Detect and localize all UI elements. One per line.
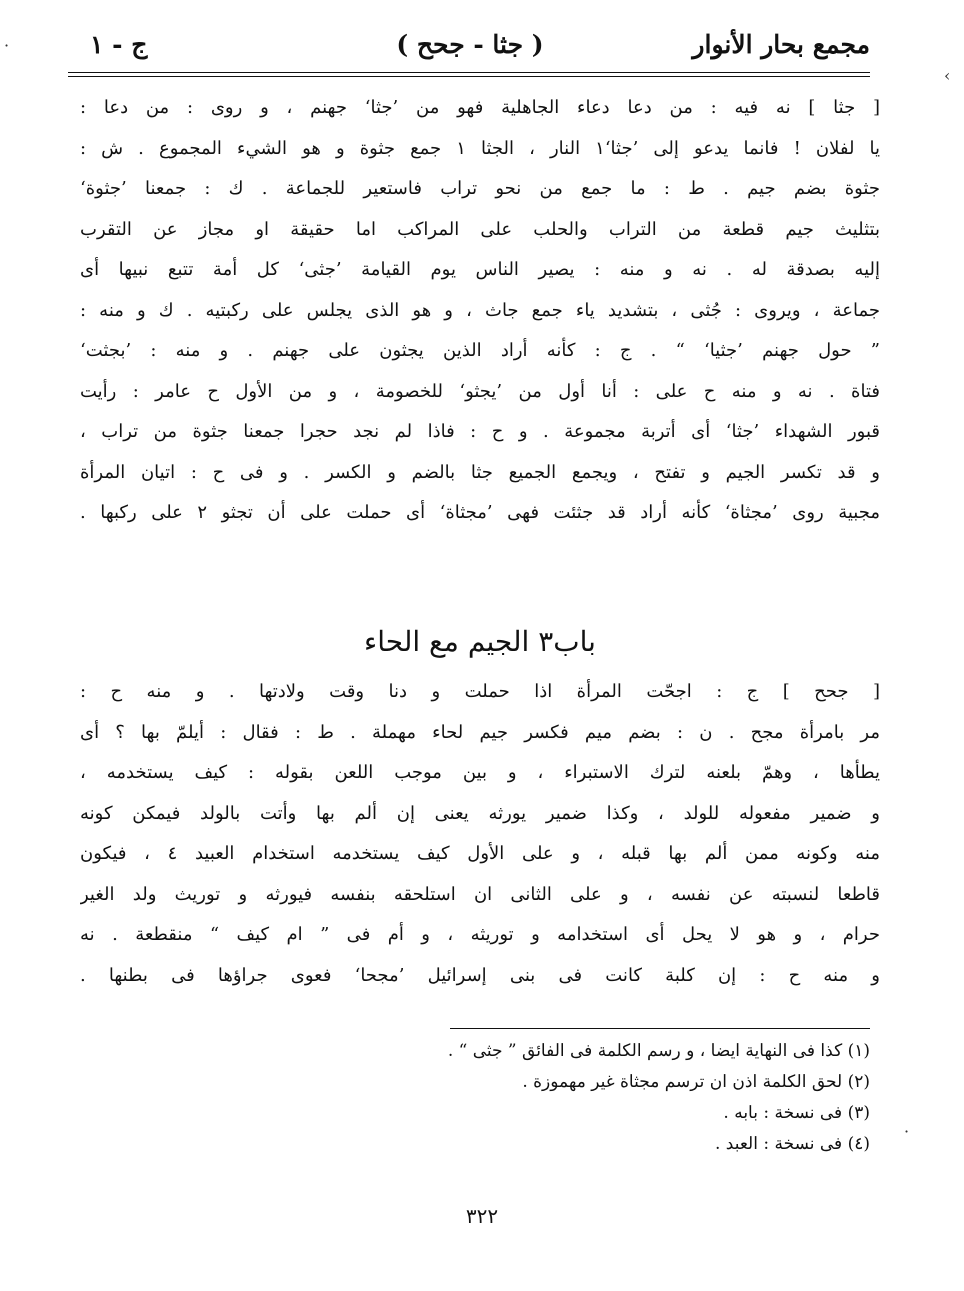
entry-jatha	[80, 88, 880, 534]
running-header	[70, 30, 870, 70]
section-heading: باب٣ الجيم مع الحاء	[364, 625, 596, 658]
text-line: يطأها ، وهمّ بلعنه لترك الاستبراء ، و بين موجب اللعن بقوله : كيف يستخدمه ،	[80, 762, 880, 783]
header-double-rule	[68, 72, 870, 77]
text-line: مر بامرأة مجح . ن : بضم ميم فكسر جيم لحاء مهملة . ط : فقال : أيلمّ بها ؟ أى	[80, 721, 880, 743]
text-line: فتاة . نه و منه ح على : أنا أول من ’يجثو‘ للخصومة ، و من الأول ح عامر : رأيت	[80, 380, 880, 402]
text-line: منه وكونه ممن ألم بها قبله ، و على الأول كيف يستخدمه استخدام العبيد ٤ ، فيكون	[80, 843, 880, 864]
text-line: قبور الشهداء ’جثا‘ أى أتربة مجموعة . و ح : فاذا لم نجد حجرا جمعنا جثوة من تراب ،	[80, 421, 880, 442]
text-line: إليه بصدقة له . نه و منه : يصير الناس يوم القيامة ’جثى‘ كل أمة تتبع نبيها أى	[80, 259, 880, 280]
footnote: (٤) فى نسخة : العبد .	[714, 1134, 870, 1154]
entry-jahah	[80, 672, 880, 996]
text-line: و ضمير مفعوله للولد ، وكذا ضمير يورثه يعنى إن ألم بها وأتت بالولد فيمكن كونه	[80, 802, 880, 824]
footnote: (١) كذا فى النهاية ايضا ، و رسم الكلمة فى الفائق ” جثى “ .	[447, 1041, 870, 1061]
book-title: مجمع بحار الأنوار	[692, 30, 870, 59]
volume-label: ج - ١	[90, 30, 148, 59]
text-line: جماعة ، ويروى : جُثى ، بتشديد ياء جمع جاث ، و هو الذى يجلس على ركبتيه . ك و منه :	[80, 299, 880, 321]
footnote: (٢) لحق الكلمة اذن ان ترسم مجثاة غير مهموزة .	[522, 1072, 870, 1092]
text-line: و قد تكسر الجيم و تفتح ، ويجمع الجميع جثا بالضم و الكسر . و فى ح : اتيان المرأة	[80, 461, 880, 483]
text-line: [ جثا ] نه فيه : من دعا دعاء الجاهلية فهو من ’جثا‘ جهنم ، و روى : من دعا :	[80, 97, 880, 118]
text-line: ” حول جهنم ’جثيا‘ “ . ج : كأنه أراد الذين يجثون على جهنم . و منه : ’بجثت‘	[80, 340, 880, 361]
text-line: حرام ، و هو لا يحل أى استخدامه و توريثه ، و أم فى ” ام كيف “ منقطعة . نه	[80, 924, 880, 945]
text-line: قاطعا لنسبته عن نفسه ، و على الثانى ان استلحقه بنفسه فيورثه و توريث ولد الغير	[80, 883, 880, 905]
footnote-rule	[450, 1028, 870, 1029]
page-number: ٣٢٢	[465, 1204, 499, 1228]
footnote: (٣) فى نسخة : بابه .	[723, 1103, 870, 1123]
text-line: مجبية روى ’مجثاة‘ كأنه أراد قد جثئت فهى ’مجثاة‘ أى حملت على أن تجثو ٢ على ركبها .	[80, 502, 880, 523]
scan-speck: ·	[904, 1122, 910, 1141]
text-line: يا لفلان ! فانما يدعو إلى ’جثا‘١ النار ، الجثا ١ جمع جثوة و هو الشيء المجموع . ش :	[80, 137, 880, 159]
entry-range: ( جثا - جحح )	[396, 30, 544, 59]
text-line: بتثليث جيم قطعة من التراب والحلب على المراكب اما حقيقة او مجاز عن التقرب	[80, 218, 880, 240]
text-line: [ جحح ] ج : اجحّت المرأة اذا حملت و دنا وقت ولادتها . و منه ح :	[80, 681, 880, 702]
text-line: جثوة بضم جيم . ط : ما جمع من نحو تراب فاستعير للجماعة . ك : جمعنا ’جثوة‘	[80, 178, 880, 199]
scan-speck: ·	[4, 36, 10, 55]
footnotes	[170, 1036, 870, 1160]
text-line: و منه ح : إن كلبة كانت فى بنى إسرائيل ’مجحا‘ فعوى جراؤها فى بطنها .	[80, 964, 880, 986]
scan-speck: ›	[944, 66, 951, 85]
